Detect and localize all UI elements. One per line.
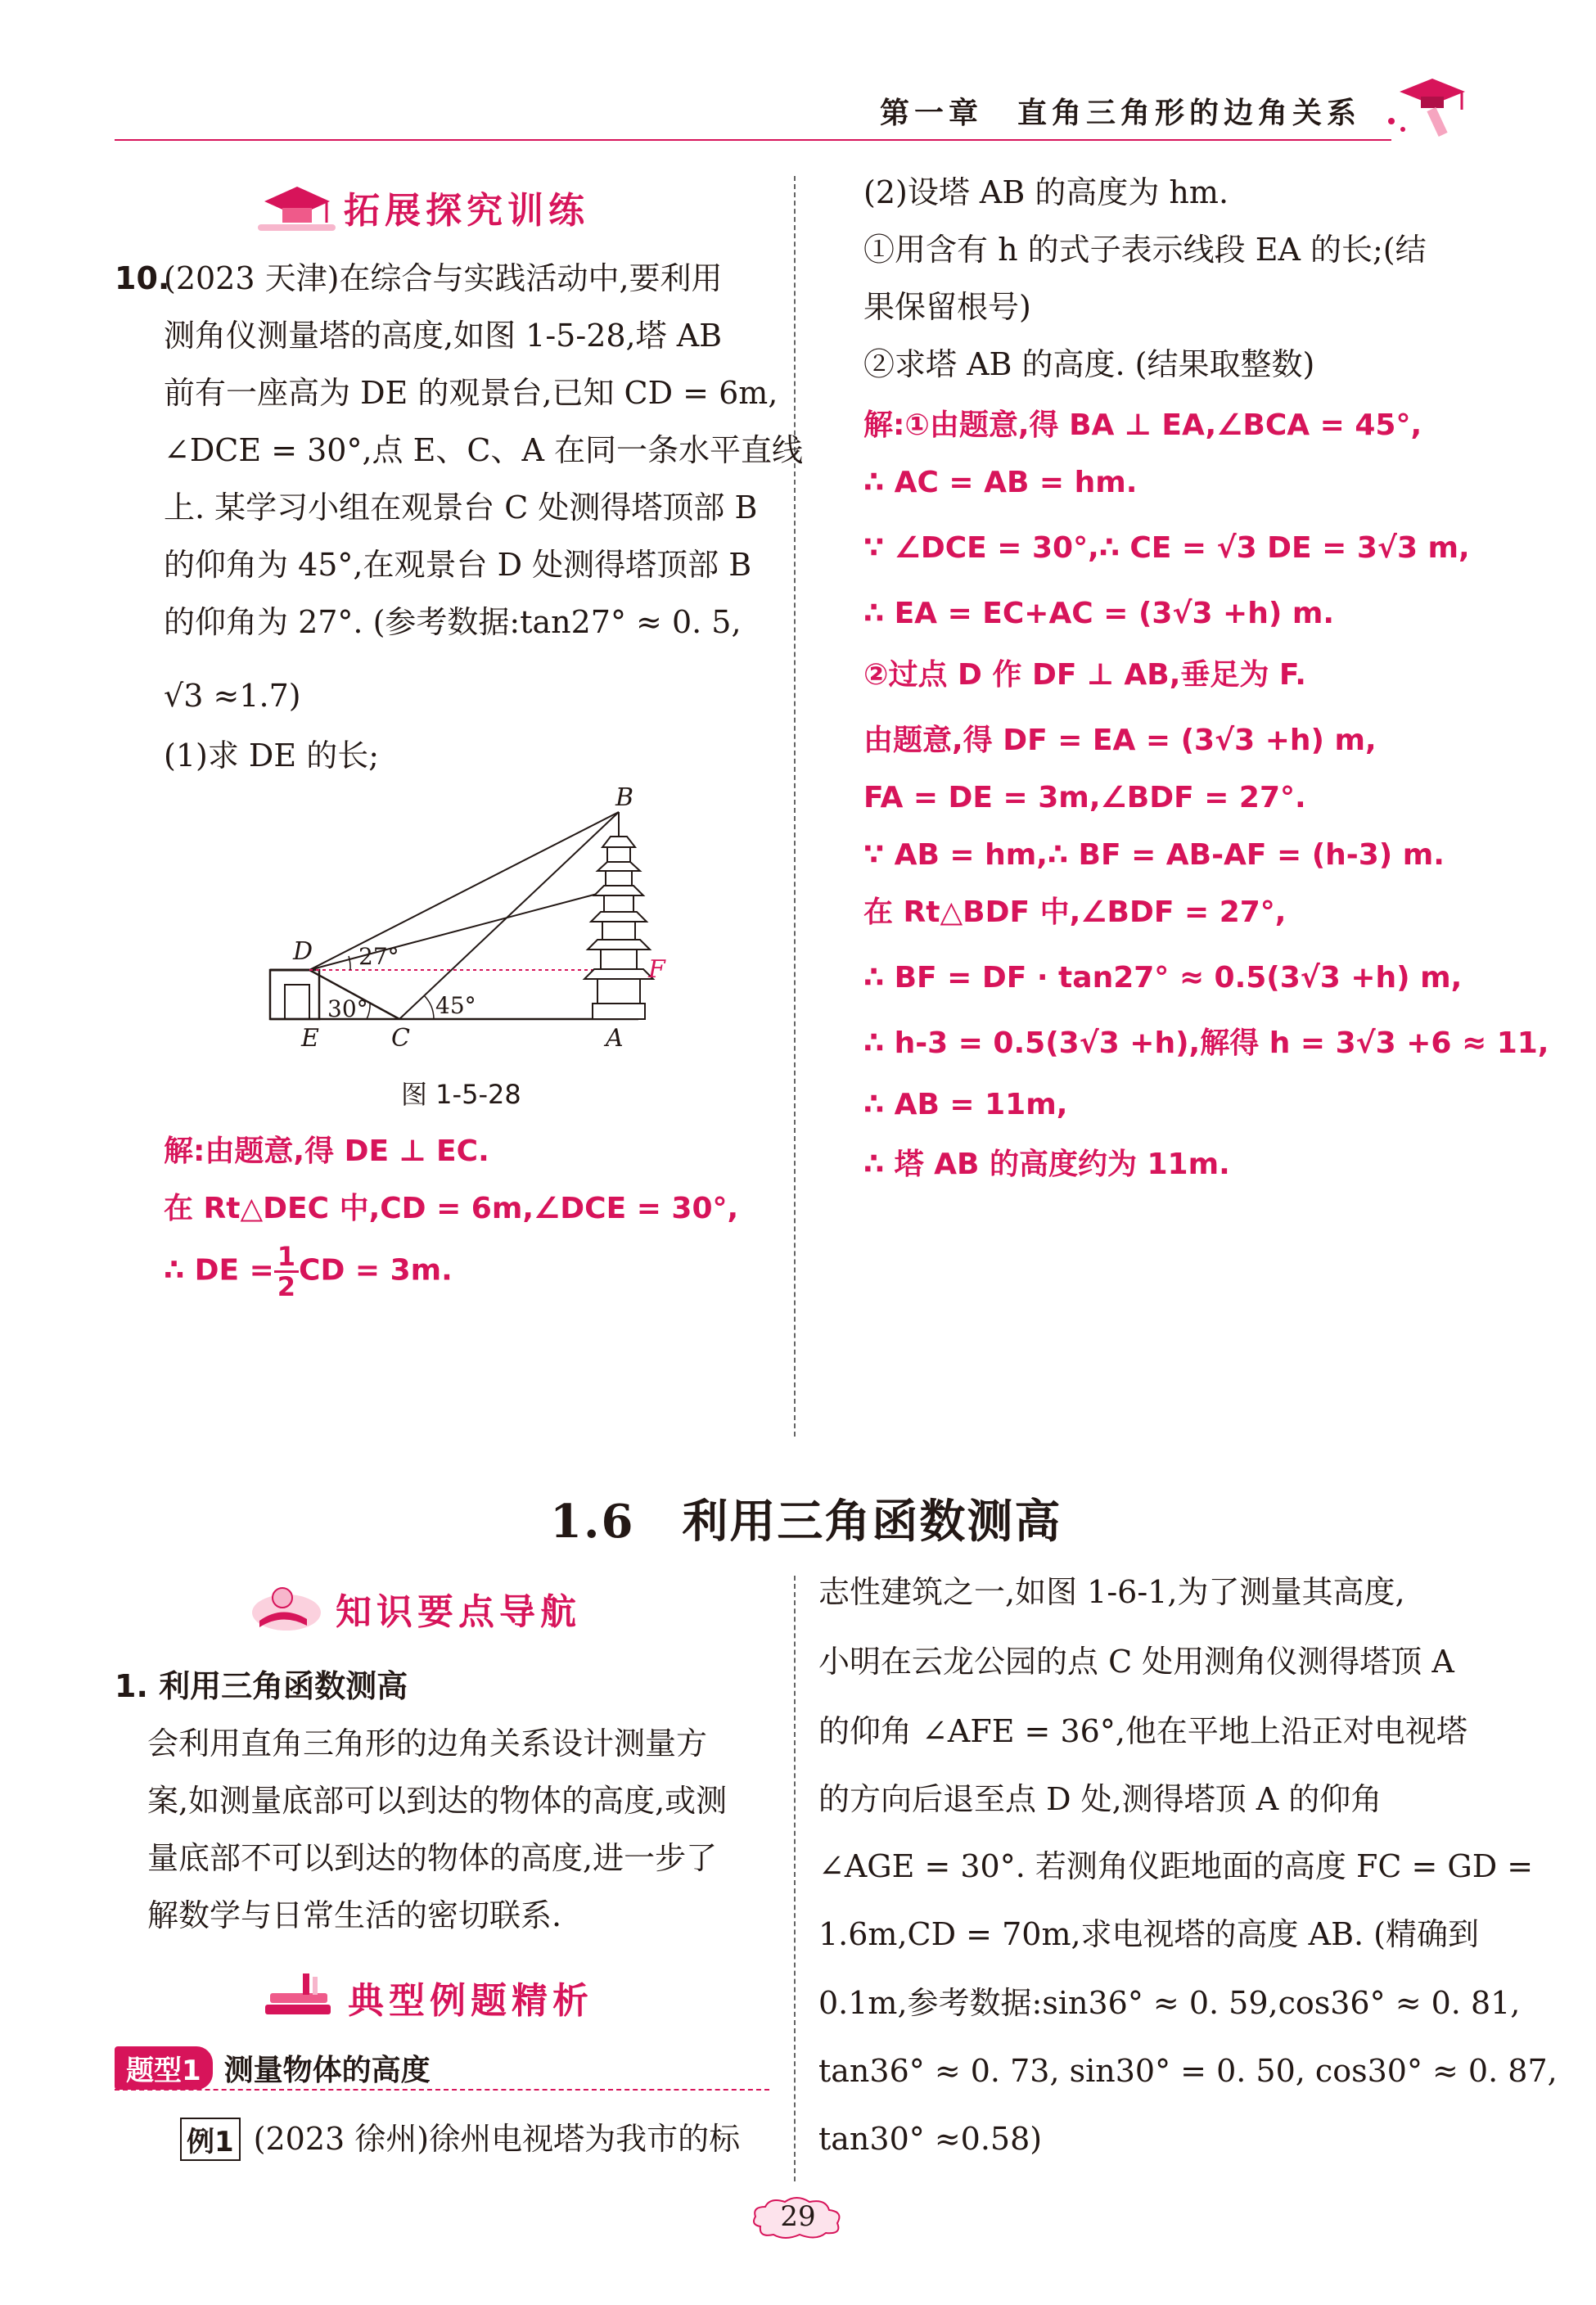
type-underline (115, 2089, 769, 2091)
point-line: 案,如测量底部可以到达的物体的高度,或测 (147, 1783, 728, 1819)
right-solution-line: ∴ h-3 = 0.5(3√3 +h),解得 h = 3√3 +6 ≈ 11, (863, 1026, 1549, 1060)
example-badge: 例1 (180, 2118, 241, 2161)
example-banner-title: 典型例题精析 (348, 1980, 593, 2022)
right-solution-line: ∴ BF = DF · tan27° ≈ 0.5(3√3 +h) m, (863, 961, 1463, 995)
angle-27-label: 27° (358, 943, 399, 970)
example-first-text: (2023 徐州)徐州电视塔为我市的标 (253, 2121, 741, 2157)
expand-banner-title: 拓展探究训练 (344, 190, 589, 232)
example-line: 志性建筑之一,如图 1-6-1,为了测量其高度, (818, 1574, 1405, 1610)
header-rule (115, 139, 1391, 141)
right-solution-line: 解:①由题意,得 BA ⊥ EA,∠BCA = 45°, (863, 408, 1422, 442)
example-line: 的方向后退至点 D 处,测得塔顶 A 的仰角 (818, 1781, 1382, 1817)
problem-line: 测角仪测量塔的高度,如图 1-5-28,塔 AB (164, 318, 723, 354)
graduation-cap-icon (258, 178, 336, 236)
example-line: 1.6m,CD = 70m,求电视塔的高度 AB. (精确到 (818, 1916, 1479, 1952)
right-solution-line: ∴ EA = EC+AC = (3√3 +h) m. (863, 597, 1335, 630)
book-icon (250, 1580, 327, 1637)
fraction-numerator: 1 (274, 1243, 299, 1273)
right-solution-line: ∵ AB = hm,∴ BF = AB-AF = (h-3) m. (863, 838, 1445, 872)
example-line: ∠AGE = 30°. 若测角仪距地面的高度 FC = GD = (818, 1848, 1534, 1884)
problem-number: 10. (115, 260, 170, 296)
page-number: 29 (780, 2200, 816, 2233)
fraction-denominator: 2 (277, 1271, 296, 1302)
subproblem-line: 果保留根号) (863, 289, 1031, 325)
solution-fraction-line (164, 1243, 453, 1301)
subproblem-line: (2)设塔 AB 的高度为 hm. (863, 174, 1229, 210)
example-line: 的仰角 ∠AFE = 36°,他在平地上沿正对电视塔 (818, 1713, 1468, 1749)
problem-line: 的仰角为 27°. (参考数据:tan27° ≈ 0. 5, (164, 604, 742, 640)
subproblem-line: ①用含有 h 的式子表示线段 EA 的长;(结 (863, 232, 1427, 268)
label-A: A (606, 1024, 624, 1048)
figure-caption: 图 1-5-28 (401, 1079, 521, 1110)
right-solution-line: 在 Rt△BDF 中,∠BDF = 27°, (863, 895, 1287, 929)
column-divider-bottom (794, 1576, 796, 2181)
expand-banner (258, 178, 589, 236)
angle-30-label: 30° (327, 995, 368, 1022)
subproblem-line: ②求塔 AB 的高度. (结果取整数) (863, 346, 1315, 382)
label-F: F (648, 955, 665, 984)
knowledge-banner-title: 知识要点导航 (336, 1591, 581, 1633)
right-solution-line: ∴ 塔 AB 的高度约为 11m. (863, 1148, 1230, 1181)
pagoda-icon (584, 812, 653, 1019)
books-icon (262, 1969, 340, 2026)
problem-line: ∠DCE = 30°,点 E、C、A 在同一条水平直线 (164, 432, 803, 468)
problem-line: 上. 某学习小组在观景台 C 处测得塔顶部 B (164, 489, 758, 526)
problem-line: (1)求 DE 的长; (164, 738, 379, 774)
right-solution-line: ②过点 D 作 DF ⊥ AB,垂足为 F. (863, 658, 1306, 692)
right-solution-line: ∵ ∠DCE = 30°,∴ CE = √3 DE = 3√3 m, (863, 531, 1470, 565)
example-line: tan36° ≈ 0. 73, sin30° = 0. 50, cos30° ≈ 0. 87, (818, 2053, 1558, 2089)
example-first-line (180, 2110, 740, 2167)
point-line: 解数学与日常生活的密切联系. (147, 1897, 562, 1933)
chapter-header: 第一章 直角三角形的边角关系 (880, 97, 1362, 130)
example-line: 0.1m,参考数据:sin36° ≈ 0. 59,cos36° ≈ 0. 81, (818, 1985, 1521, 2021)
page-number-cloud (749, 2194, 847, 2243)
knowledge-banner (250, 1580, 581, 1637)
solution-line: 在 Rt△DEC 中,CD = 6m,∠DCE = 30°, (164, 1192, 739, 1225)
right-solution-line: FA = DE = 3m,∠BDF = 27°. (863, 781, 1306, 814)
label-D: D (293, 937, 313, 966)
fraction (274, 1243, 299, 1301)
fraction-suffix: CD = 3m. (299, 1253, 453, 1288)
problem-line: (2023 天津)在综合与实践活动中,要利用 (164, 260, 723, 296)
right-solution-line: ∴ AB = 11m, (863, 1088, 1068, 1121)
type-badge: 题型1 (115, 2046, 213, 2090)
label-B: B (615, 786, 634, 812)
pencil-cap-icon (1383, 67, 1481, 144)
right-solution-line: ∴ AC = AB = hm. (863, 466, 1138, 499)
type-title: 测量物体的高度 (223, 2054, 431, 2087)
right-solution-line: 由题意,得 DF = EA = (3√3 +h) m, (863, 724, 1377, 757)
figure-1-5-28 (262, 786, 688, 1048)
point-line: 会利用直角三角形的边角关系设计测量方 (147, 1725, 708, 1761)
example-line: tan30° ≈0.58) (818, 2121, 1043, 2157)
fraction-prefix: ∴ DE = (164, 1253, 274, 1288)
point-title: 1. 利用三角函数测高 (115, 1668, 408, 1704)
example-line: 小明在云龙公园的点 C 处用测角仪测得塔顶 A (818, 1644, 1454, 1680)
angle-45-label: 45° (435, 992, 476, 1019)
example-banner (262, 1969, 593, 2026)
label-C: C (391, 1024, 410, 1048)
problem-line: 前有一座高为 DE 的观景台,已知 CD = 6m, (164, 375, 778, 411)
problem-line: 的仰角为 45°,在观景台 D 处测得塔顶部 B (164, 547, 752, 583)
point-line: 量底部不可以到达的物体的高度,进一步了 (147, 1840, 718, 1876)
problem-line: √3 ≈1.7) (164, 678, 301, 714)
section-title: 1.6 利用三角函数测高 (550, 1495, 1062, 1549)
type-heading (115, 2046, 431, 2090)
column-divider-top (794, 176, 796, 1437)
label-E: E (301, 1024, 319, 1048)
solution-line: 解:由题意,得 DE ⊥ EC. (164, 1134, 489, 1168)
